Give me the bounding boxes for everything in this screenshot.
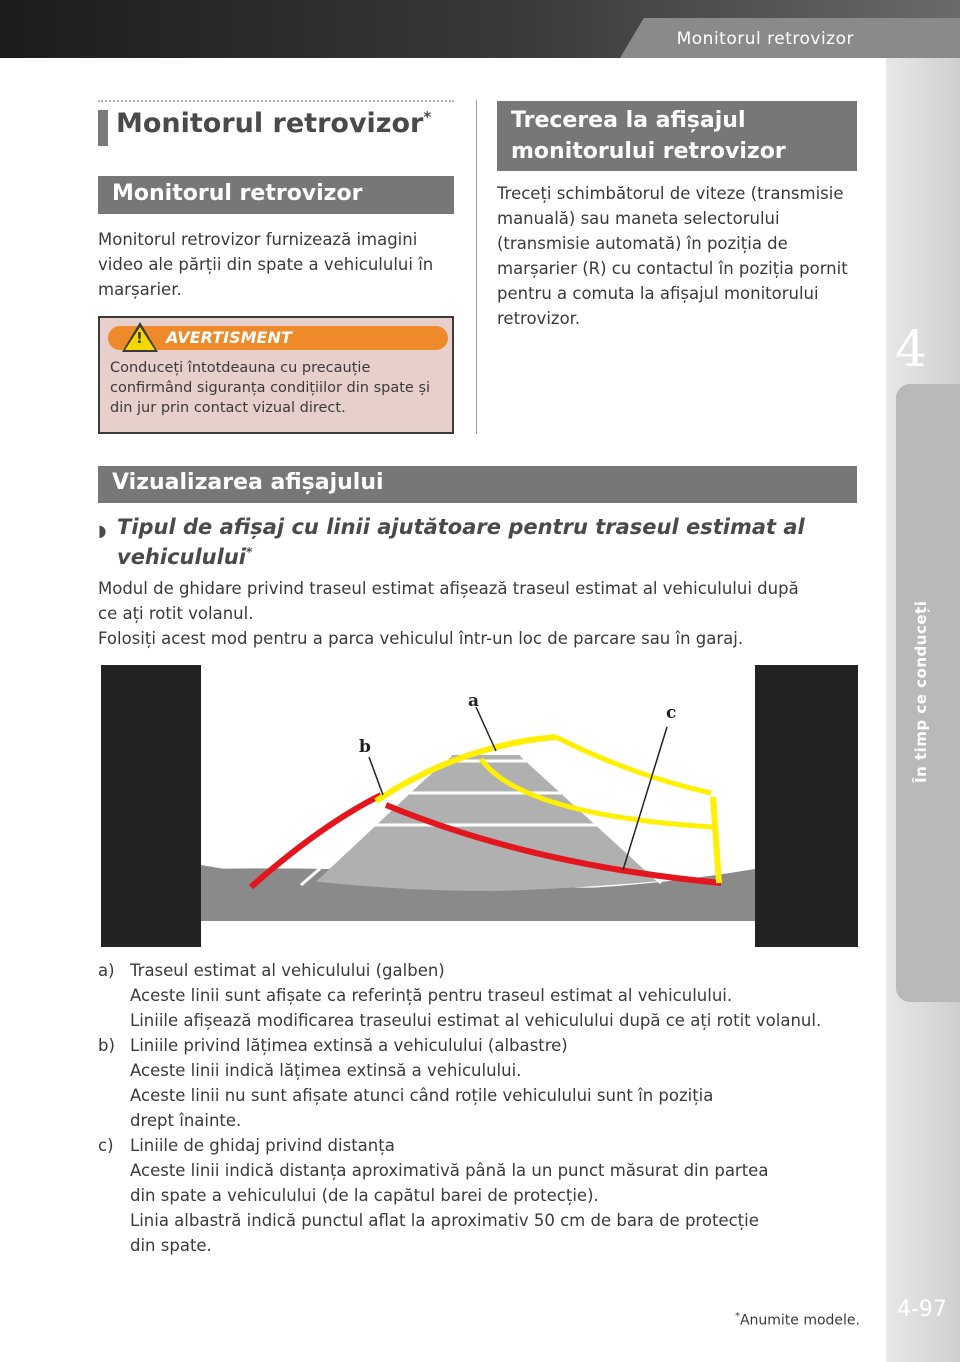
warning-box: [98, 316, 454, 434]
main-title-block: [98, 100, 454, 148]
warning-exclamation: !: [136, 329, 143, 347]
subsection-title-mark: *: [245, 545, 253, 559]
page-title: [116, 108, 431, 139]
list-item-c: [98, 1133, 868, 1258]
list-item-line: drept înainte.: [130, 1111, 242, 1130]
list-item-line: Aceste linii indică distanța aproximativă până la un punct măsurat din partea: [130, 1161, 769, 1180]
warning-header: [108, 326, 448, 350]
figure-label-a: a: [468, 691, 480, 711]
subtitle-bullet-icon: ◗: [98, 521, 107, 540]
footnote-mark: *: [734, 1311, 740, 1322]
warning-text: Conduceți întotdeauna cu precauție confirmând siguranța condițiilor din spate și din jur prin contact vizual direct.: [110, 360, 431, 416]
subsection-title: [117, 515, 837, 570]
title-accent-bar: [98, 110, 108, 146]
list-item-line: Liniile afișează modificarea traseului estimat al vehiculului după ce ați rotit volanul.: [130, 1011, 822, 1030]
footnote: [735, 1311, 860, 1329]
chapter-label: În timp ce conduceți: [912, 600, 930, 784]
page-number: 4-97: [897, 1297, 947, 1322]
list-item-a: [98, 958, 868, 1033]
rear-view-drawing: [101, 665, 858, 947]
list-item-marker: a): [98, 961, 115, 980]
section-heading-monitor: Monitorul retrovizor: [98, 176, 454, 214]
list-item-line: din spate.: [130, 1236, 212, 1255]
subsection-title-text: Tipul de afișaj cu linii ajutătoare pentru traseul estimat al vehiculului: [117, 515, 805, 569]
figure-label-b: b: [359, 737, 371, 757]
list-item-marker: c): [98, 1136, 114, 1155]
list-item-line: Liniile privind lățimea extinsă a vehiculului (albastre): [130, 1036, 568, 1055]
list-item-line: Aceste linii nu sunt afișate atunci când roțile vehiculului sunt în poziția: [130, 1086, 714, 1105]
section-heading-switch: Trecerea la afișajul monitorului retrovizor: [497, 101, 857, 171]
figure-label-c: c: [666, 703, 677, 723]
footnote-text: Anumite modele.: [739, 1312, 860, 1329]
rear-view-illustration: [101, 665, 858, 947]
page-title-mark: *: [423, 108, 432, 126]
section-monitor-body: Monitorul retrovizor furnizează imagini video ale părții din spate a vehiculului în marșarier.: [98, 230, 434, 299]
list-item-marker: b): [98, 1036, 115, 1055]
header-title: Monitorul retrovizor: [676, 29, 854, 49]
page-title-text: Monitorul retrovizor: [116, 108, 424, 139]
section-heading-view: Vizualizarea afișajului: [98, 466, 857, 503]
legend-list: [98, 958, 868, 1258]
list-item-b: [98, 1033, 868, 1133]
list-item-line: Liniile de ghidaj privind distanța: [130, 1136, 395, 1155]
list-item-line: Traseul estimat al vehiculului (galben): [130, 961, 445, 980]
column-divider: [476, 100, 477, 434]
section-view-body-1: Modul de ghidare privind traseul estimat afișează traseul estimat al vehiculului după: [98, 579, 799, 598]
section-view-body-2: ce ați rotit volanul.: [98, 604, 254, 623]
section-switch-body: Treceți schimbătorul de viteze (transmisie manuală) sau maneta selectorului (transmisie automată) în poziția de marșarier (R) cu contactul în poziția pornit pentru a comuta la afișajul monitorului retrovizor.: [497, 184, 848, 328]
list-item-line: din spate a vehiculului (de la capătul barei de protecție).: [130, 1186, 599, 1205]
list-item-line: Aceste linii indică lățimea extinsă a vehiculului.: [130, 1061, 522, 1080]
chapter-number: 4: [895, 320, 927, 378]
section-view-body-3: Folosiți acest mod pentru a parca vehiculul într-un loc de parcare sau în garaj.: [98, 629, 744, 648]
list-item-line: Aceste linii sunt afișate ca referință pentru traseul estimat al vehiculului.: [130, 986, 733, 1005]
list-item-line: Linia albastră indică punctul aflat la aproximativ 50 cm de bara de protecție: [130, 1211, 759, 1230]
warning-title: AVERTISMENT: [166, 328, 292, 347]
